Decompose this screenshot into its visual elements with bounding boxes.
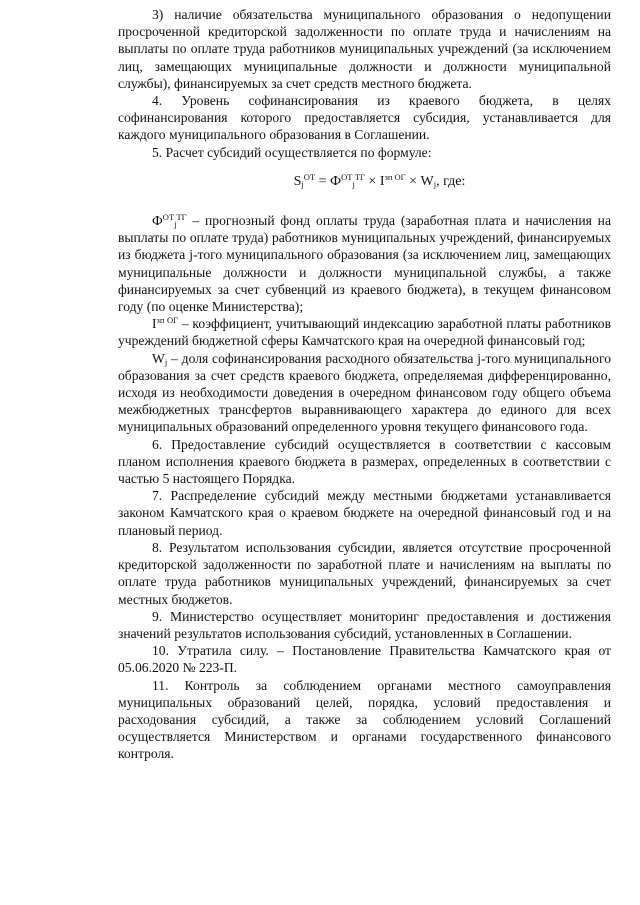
paragraph-9: 9. Министерство осуществляет мониторинг предоставления и достижения значений результатов использования субсидий, установленных в Соглашении. bbox=[118, 608, 611, 641]
formula-f-sub: j bbox=[352, 178, 355, 189]
paragraph-6: 6. Предоставление субсидий осуществляется в соответствии с кассовым планом исполнения краевого бюджета в размерах, определенных в соответствии с частью 5 настоящего Порядка. bbox=[118, 436, 611, 487]
def-w-text: – доля софинансирования расходного обязательства j-того муниципального образования за счет средств краевого бюджета, определяемая дифференцированно, исходя из необходимости доведения в очередном финансовом году общего объема межбюджетных трансфертов выравнивающего характера до единого для всех муниципальных образований определенного уровня текущего финансового года. bbox=[118, 350, 611, 435]
formula-i: I bbox=[379, 173, 385, 189]
def-w-sub: j bbox=[164, 356, 168, 367]
def-i-text: – коэффициент, учитывающий индексацию заработной платы работников учреждений бюджетной сферы Камчатского края на очередной финансовый год; bbox=[118, 316, 611, 349]
paragraph-11: 11. Контроль за соблюдением органами местного самоуправления муниципальных образований целей, порядка, условий предоставления и расходования субсидий, а также за соблюдением условий Соглашений осуществляется Министерством и органами государственного финансового контроля. bbox=[118, 677, 611, 762]
def-w-symbol: W bbox=[152, 350, 165, 366]
formula-w: W bbox=[420, 173, 434, 189]
def-i-symbol: I bbox=[152, 316, 157, 332]
def-f-symbol: Ф bbox=[152, 213, 163, 229]
document-page bbox=[118, 6, 611, 763]
formula-w-sub: j bbox=[433, 178, 437, 189]
paragraph-3: 3) наличие обязательства муниципального образования о недопущении просроченной кредиторской задолженности по оплате труда и начислениям на выплаты по оплате труда работников муниципальных учреждений (за исключением лиц, замещающих муниципальные должности и должности муниципальной службы), финансируемых за счет средств местного бюджета. bbox=[118, 7, 611, 91]
formula-eq: = bbox=[315, 173, 331, 189]
paragraph-7: 7. Распределение субсидий между местными бюджетами устанавливается законом Камчатского края о краевом бюджете на очередной финансовый год и на плановый период. bbox=[118, 488, 611, 538]
def-f-text: – прогнозный фонд оплаты труда (заработная плата и начисления на выплаты по оплате труда) работников муниципальных учреждений, финансируемых из бюджета j-того муниципального образования (за исключением лиц, замещающих муниципальные должности и должности муниципальной службы, а также финансируемых за счет субвенций из краевого бюджета), в текущем финансовом году (по оценке Министерства); bbox=[118, 213, 611, 315]
formula-s: S bbox=[293, 173, 302, 189]
def-f-sup2: ТГ bbox=[176, 212, 187, 223]
formula-i-sup: зп ОГ bbox=[384, 171, 406, 182]
definition-index bbox=[118, 315, 611, 349]
formula-s-sub: j bbox=[301, 178, 304, 189]
paragraph-10: 10. Утратила силу. – Постановление Правительства Камчатского края от 05.06.2020 № 223-П. bbox=[118, 643, 611, 676]
formula-f-sup2: ТГ bbox=[354, 171, 365, 182]
def-f-sup1: ОТ bbox=[162, 212, 175, 223]
def-i-sup: зп ОГ bbox=[156, 315, 179, 326]
def-f-sub: j bbox=[174, 219, 177, 230]
formula-tail: , где: bbox=[436, 173, 466, 189]
formula-f-sup1: ОТ bbox=[341, 171, 353, 182]
formula-s-sup: ОТ bbox=[303, 171, 316, 182]
formula-times-1: × bbox=[364, 173, 380, 189]
definition-fund bbox=[118, 212, 611, 315]
definition-share bbox=[118, 350, 611, 436]
formula-f: Ф bbox=[330, 173, 342, 189]
paragraph-8: 8. Результатом использования субсидии, является отсутствие просроченной кредиторской задолженности по заработной плате и начислениям на выплаты по оплате труда работников муниципальных учреждений, финансируемых за счет местных бюджетов. bbox=[118, 539, 611, 607]
subsidy-formula bbox=[118, 173, 611, 190]
paragraph-5: 5. Расчет субсидий осуществляется по формуле: bbox=[152, 144, 432, 160]
formula-times-2: × bbox=[405, 173, 421, 189]
paragraph-4: 4. Уровень софинансирования из краевого бюджета, в целях софинансирования которого предоставляется субсидия, устанавливается для каждого муниципального образования в Соглашении. bbox=[118, 93, 611, 143]
